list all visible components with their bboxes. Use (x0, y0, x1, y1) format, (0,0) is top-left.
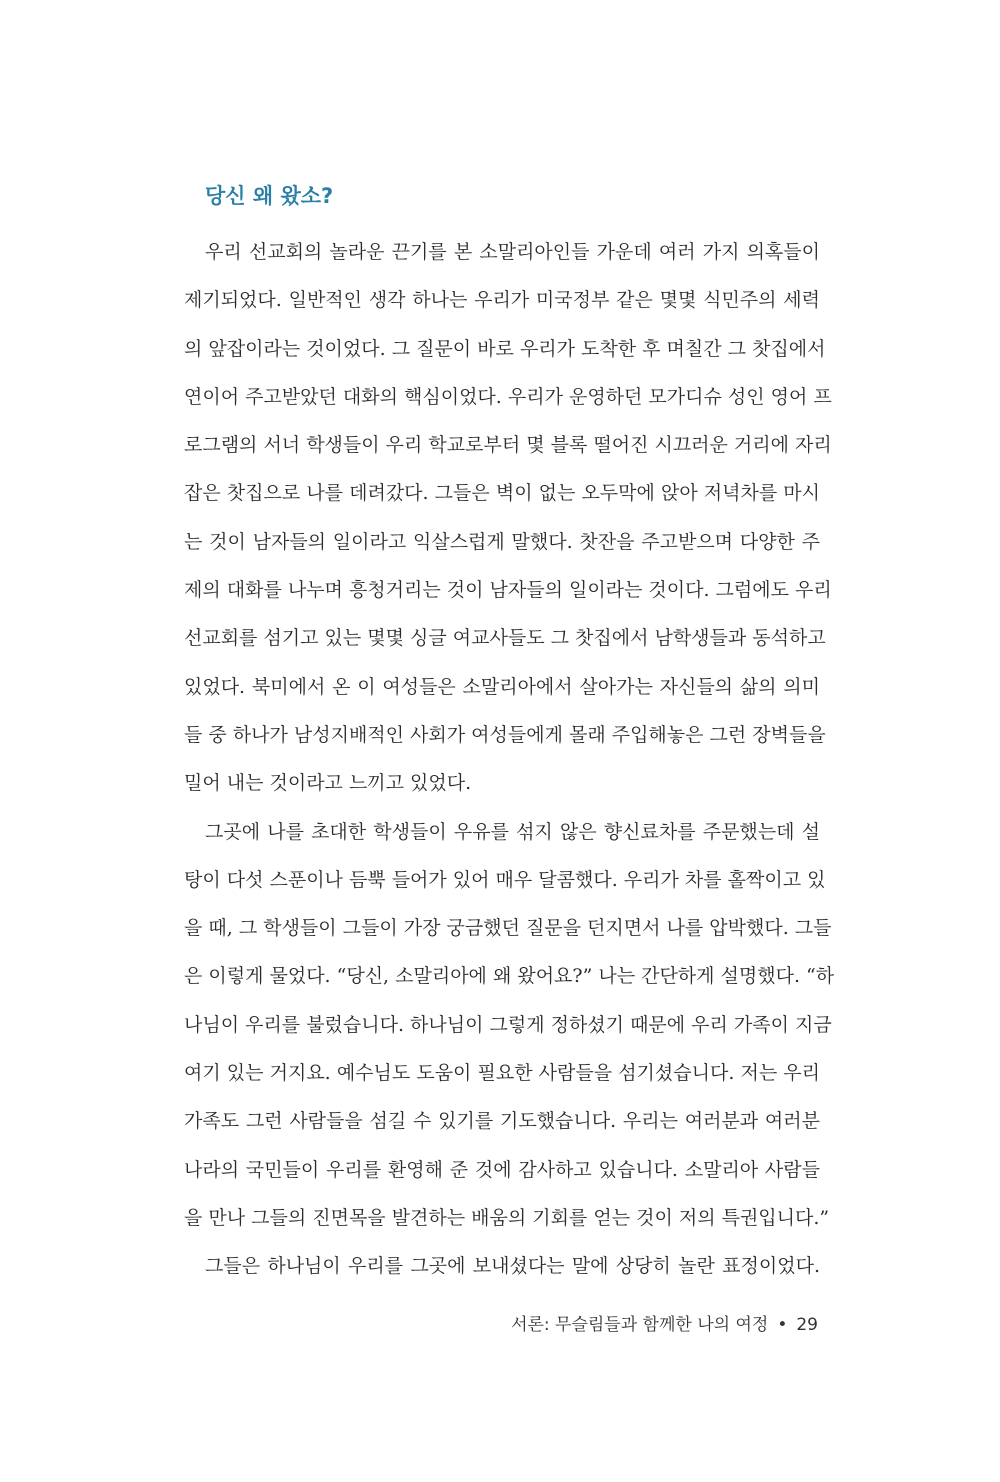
text-line: 탕이 다섯 스푼이나 듬뿍 들어가 있어 매우 달콤했다. 우리가 차를 홀짝이고 있 (184, 868, 826, 891)
text-line: 들 중 하나가 남성지배적인 사회가 여성들에게 몰래 주입해놓은 그런 장벽들을 (184, 723, 826, 746)
body-text (184, 228, 835, 1291)
text-line: 는 것이 남자들의 일이라고 익살스럽게 말했다. 찻잔을 주고받으며 다양한 주 (184, 530, 820, 553)
text-line: 가족도 그런 사람들을 섬길 수 있기를 기도했습니다. 우리는 여러분과 여러분 (184, 1110, 820, 1133)
text-line: 연이어 주고받았던 대화의 핵심이었다. 우리가 운영하던 모가디슈 성인 영어 프 (184, 385, 832, 408)
text-line: 의 앞잡이라는 것이었다. 그 질문이 바로 우리가 도착한 후 며칠간 그 찻집에서 (184, 337, 826, 360)
text-line: 제의 대화를 나누며 흥청거리는 것이 남자들의 일이라는 것이다. 그럼에도 우리 (184, 579, 832, 602)
text-line: 은 이렇게 물었다. “당신, 소말리아에 왜 왔어요?” 나는 간단하게 설명했다. “하 (184, 965, 835, 988)
text-line: 을 때, 그 학생들이 그들이 가장 궁금했던 질문을 던지면서 나를 압박했다. 그들 (184, 917, 832, 940)
text-line: 나님이 우리를 불렀습니다. 하나님이 그렇게 정하셨기 때문에 우리 가족이 지금 (184, 1013, 832, 1036)
text-line: 있었다. 북미에서 온 이 여성들은 소말리아에서 살아가는 자신들의 삶의 의미 (184, 675, 820, 698)
text-line: 그들은 하나님이 우리를 그곳에 보내셨다는 말에 상당히 놀란 표정이었다. (205, 1255, 820, 1278)
page-footer (511, 1310, 818, 1335)
text-line: 여기 있는 거지요. 예수님도 도움이 필요한 사람들을 섬기셨습니다. 저는 우리 (184, 1062, 820, 1085)
text-line: 로그램의 서너 학생들이 우리 학교로부터 몇 블록 떨어진 시끄러운 거리에 자리 (184, 434, 832, 457)
text-line: 잡은 찻집으로 나를 데려갔다. 그들은 벽이 없는 오두막에 앉아 저녁차를 마시 (184, 482, 820, 505)
text-line: 우리 선교회의 놀라운 끈기를 본 소말리아인들 가운데 여러 가지 의혹들이 (205, 241, 820, 263)
text-line: 선교회를 섬기고 있는 몇몇 싱글 여교사들도 그 찻집에서 남학생들과 동석하고 (184, 627, 826, 650)
page-number: 29 (796, 1315, 818, 1335)
text-line: 제기되었다. 일반적인 생각 하나는 우리가 미국정부 같은 몇몇 식민주의 세력 (184, 289, 820, 312)
footer-bullet: • (777, 1315, 788, 1335)
running-title: 서론: 무슬림들과 함께한 나의 여정 (511, 1315, 769, 1335)
text-line: 나라의 국민들이 우리를 환영해 준 것에 감사하고 있습니다. 소말리아 사람들 (184, 1158, 820, 1181)
text-line: 그곳에 나를 초대한 학생들이 우유를 섞지 않은 향신료차를 주문했는데 설 (205, 820, 820, 843)
section-heading: 당신 왜 왔소? (205, 184, 334, 208)
text-line: 밀어 내는 것이라고 느끼고 있었다. (184, 772, 472, 795)
text-line: 을 만나 그들의 진면목을 발견하는 배움의 기회를 얻는 것이 저의 특권입니다.” (184, 1206, 830, 1229)
